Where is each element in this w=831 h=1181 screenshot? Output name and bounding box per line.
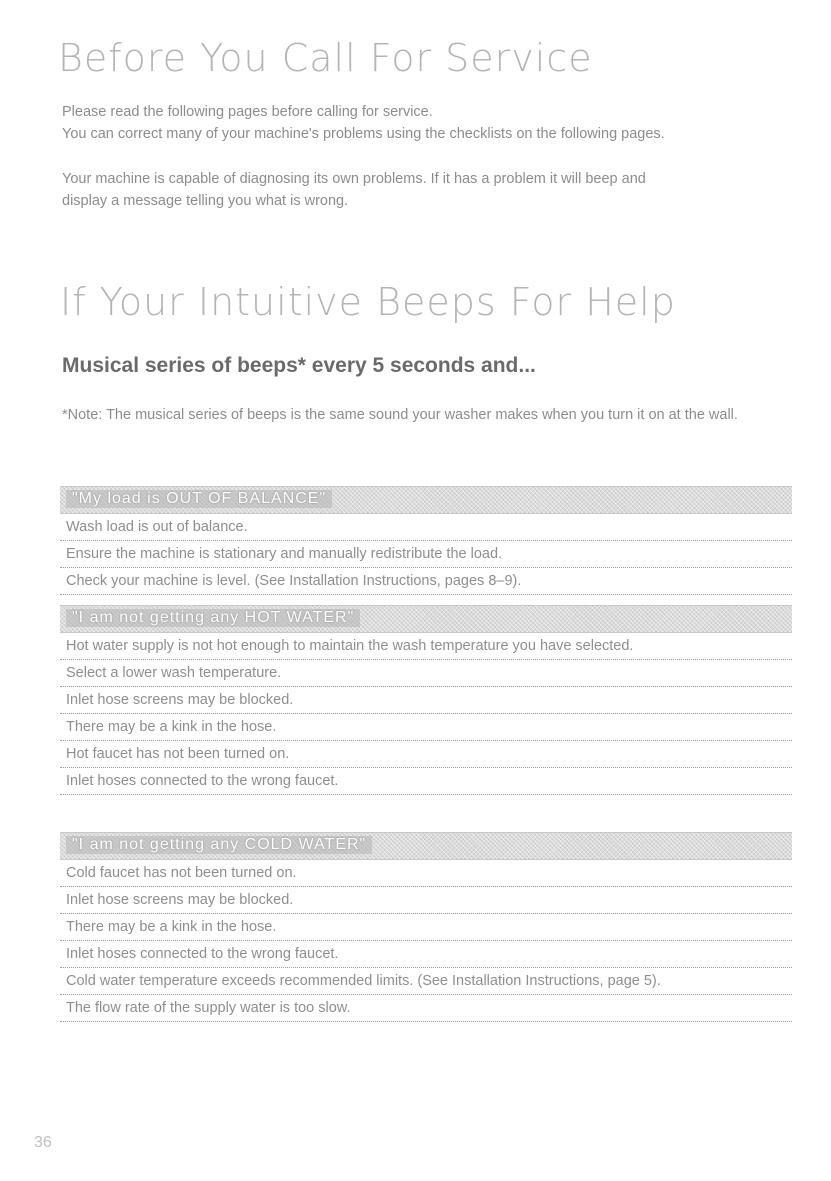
intro-paragraph-1 — [62, 101, 665, 145]
section-header-bar — [60, 832, 792, 860]
hot-water-section — [60, 605, 792, 795]
checklist-item: Check your machine is level. (See Installation Instructions, pages 8–9). — [60, 568, 792, 595]
intro-line: Your machine is capable of diagnosing its own problems. If it has a problem it will beep and — [62, 171, 646, 187]
cold-water-section — [60, 832, 792, 1022]
checklist-item: Cold water temperature exceeds recommended limits. (See Installation Instructions, page 5). — [60, 968, 792, 995]
checklist-item: Wash load is out of balance. — [60, 514, 792, 541]
section-header-label: "My load is OUT OF BALANCE" — [66, 490, 332, 508]
section-header-label: "I am not getting any HOT WATER" — [66, 609, 360, 627]
note-text: *Note: The musical series of beeps is the same sound your washer makes when you turn it on at the wall. — [62, 407, 738, 423]
checklist-item: The flow rate of the supply water is too slow. — [60, 995, 792, 1022]
intro-line: Please read the following pages before calling for service. — [62, 104, 433, 120]
section-header-label: "I am not getting any COLD WATER" — [66, 836, 372, 854]
page-title: Before You Call For Service — [58, 36, 593, 80]
checklist-item: Inlet hose screens may be blocked. — [60, 687, 792, 714]
intro-line: You can correct many of your machine's problems using the checklists on the following pages. — [62, 126, 665, 142]
subheading: Musical series of beeps* every 5 seconds and... — [62, 354, 536, 377]
checklist-item: There may be a kink in the hose. — [60, 914, 792, 941]
intro-paragraph-2 — [62, 168, 646, 212]
checklist-item: Ensure the machine is stationary and manually redistribute the load. — [60, 541, 792, 568]
checklist-item: Inlet hoses connected to the wrong faucet. — [60, 768, 792, 795]
checklist-item: Hot water supply is not hot enough to maintain the wash temperature you have selected. — [60, 633, 792, 660]
section-header-bar — [60, 486, 792, 514]
page-number: 36 — [34, 1134, 52, 1151]
checklist-item: Inlet hose screens may be blocked. — [60, 887, 792, 914]
checklist-item: Cold faucet has not been turned on. — [60, 860, 792, 887]
checklist-item: Select a lower wash temperature. — [60, 660, 792, 687]
intro-line: display a message telling you what is wrong. — [62, 193, 349, 209]
checklist-item: There may be a kink in the hose. — [60, 714, 792, 741]
out-of-balance-section — [60, 486, 792, 595]
section-heading: If Your Intuitive Beeps For Help — [60, 280, 676, 324]
section-header-bar — [60, 605, 792, 633]
checklist-item: Inlet hoses connected to the wrong faucet. — [60, 941, 792, 968]
checklist-item: Hot faucet has not been turned on. — [60, 741, 792, 768]
